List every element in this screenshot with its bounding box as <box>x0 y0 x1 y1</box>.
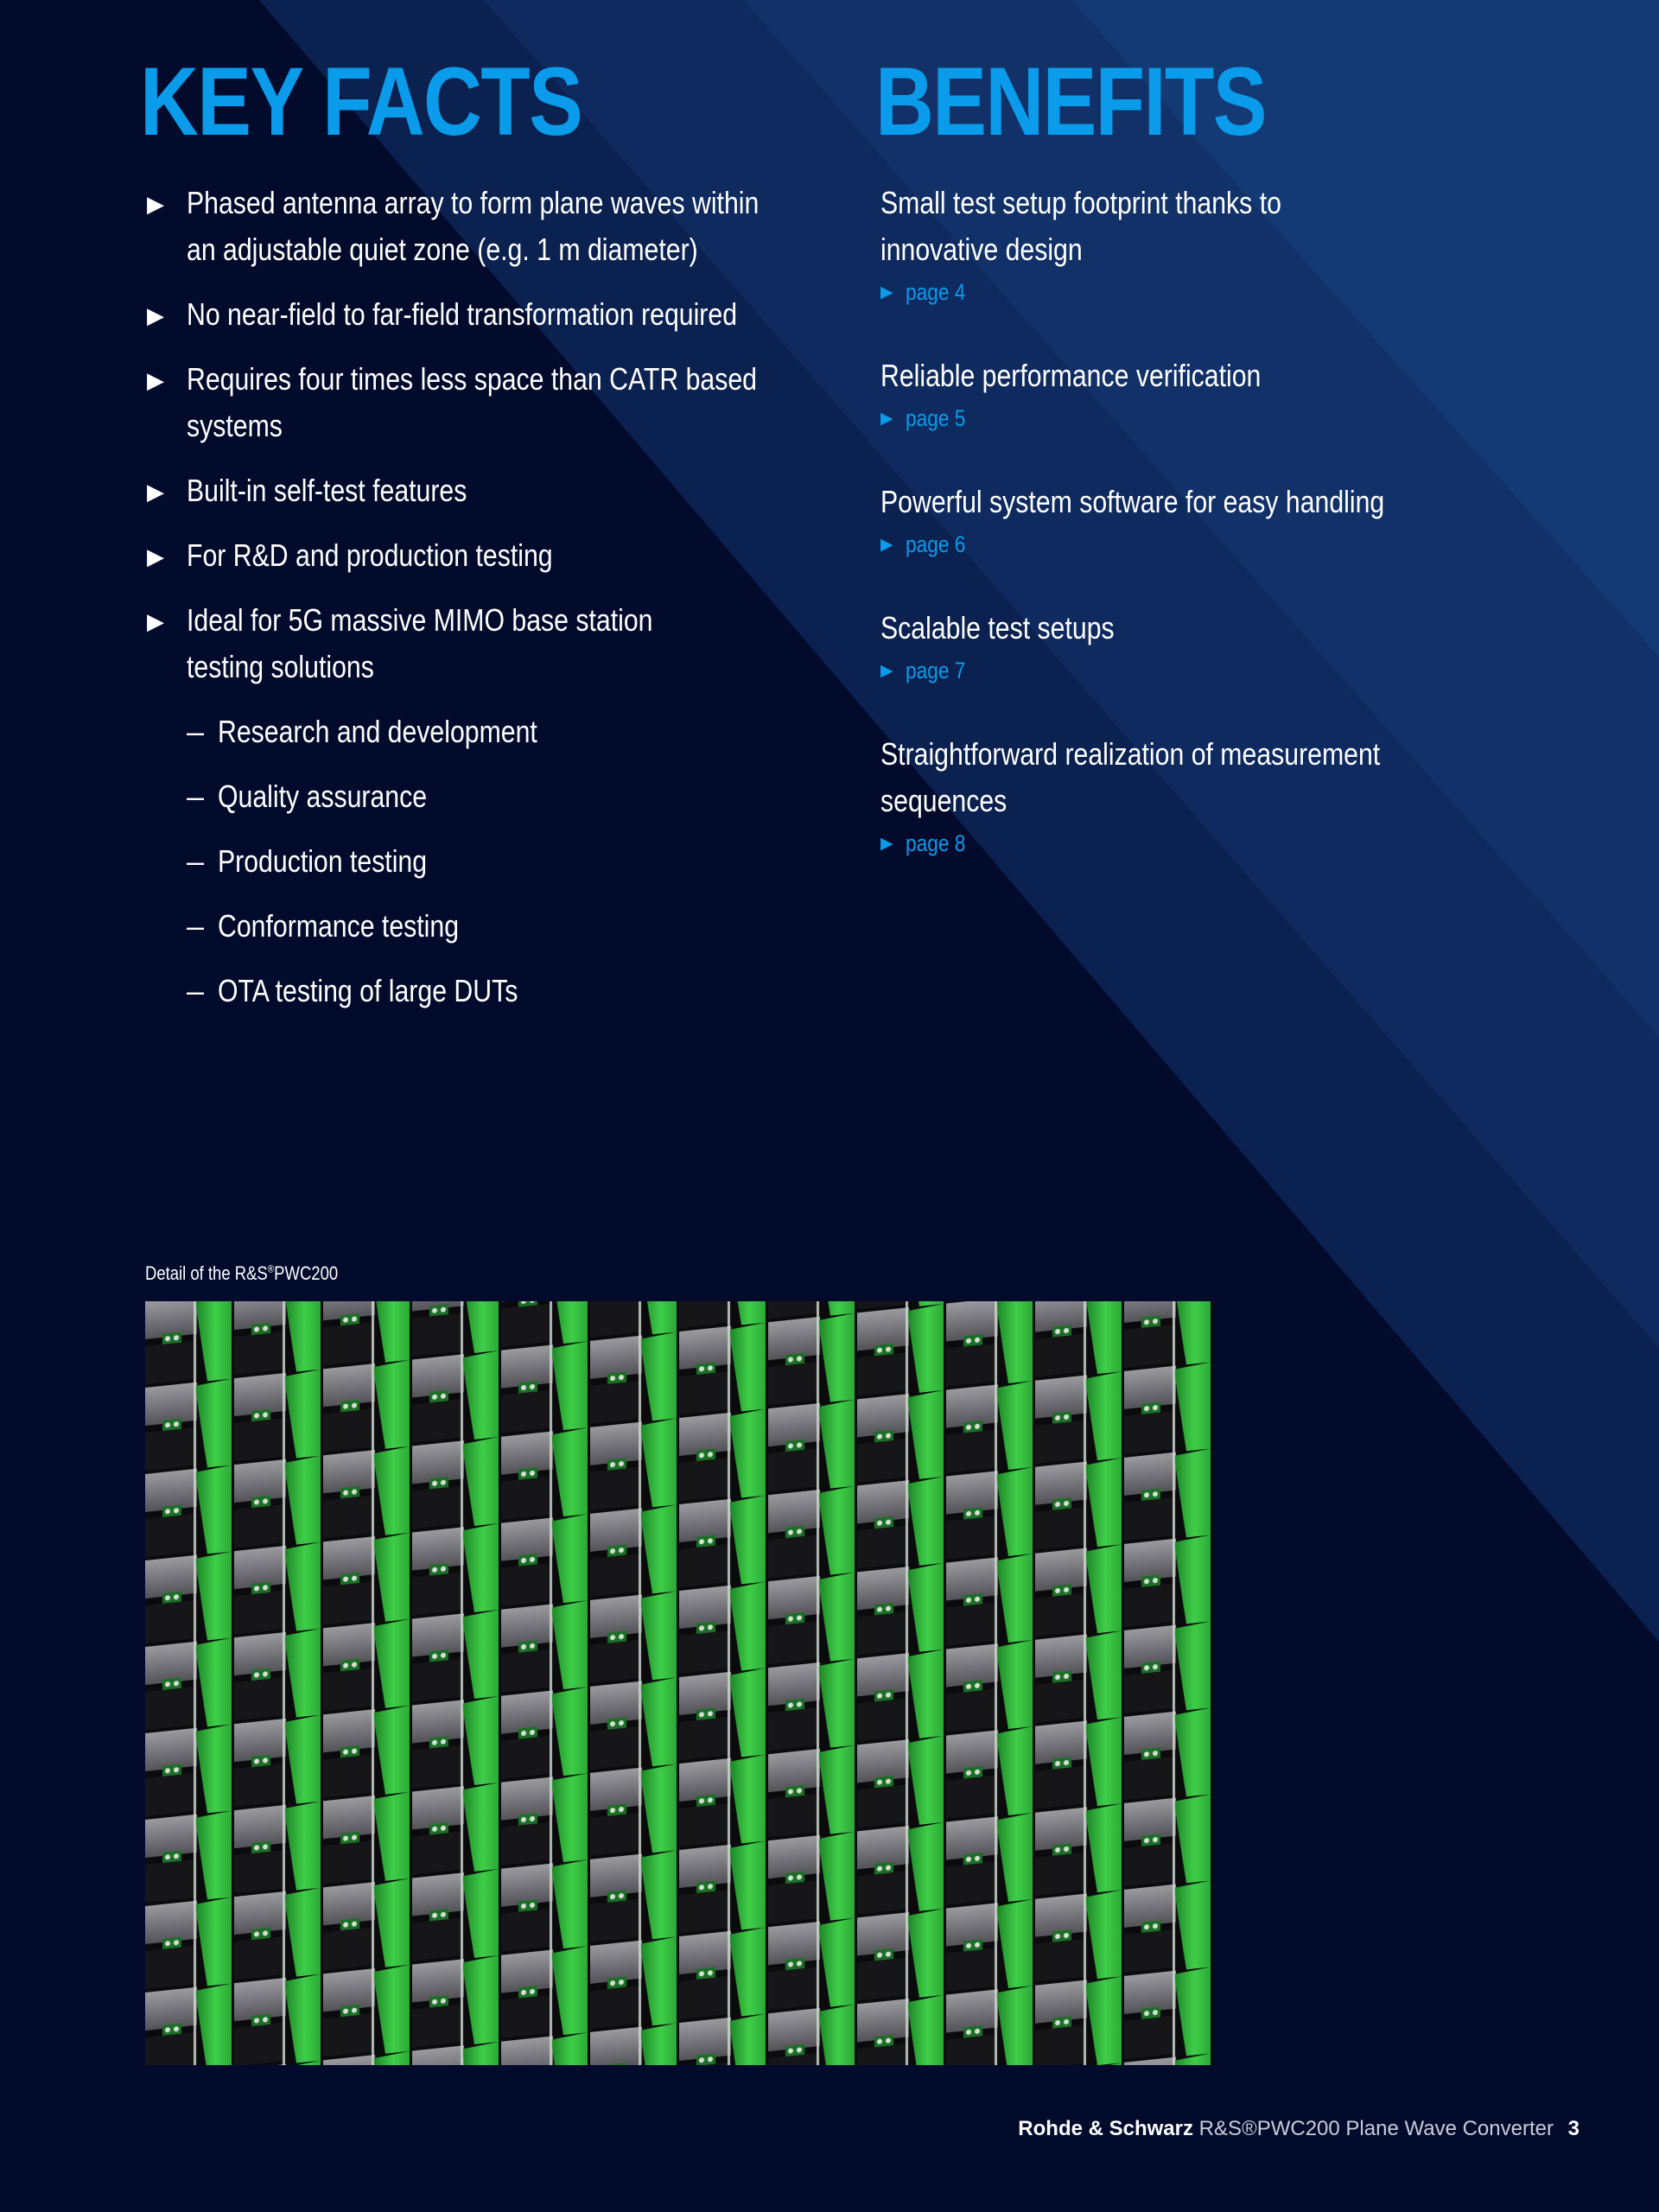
key-fact-text: an adjustable quiet zone (e.g. 1 m diameter) <box>187 232 698 267</box>
key-fact-sublist <box>145 709 862 1014</box>
sub-bullet-item <box>187 709 862 755</box>
key-facts-heading: KEY FACTS <box>140 48 582 156</box>
bullet-triangle-icon: ▶ <box>147 367 164 393</box>
sub-bullet-item <box>187 903 862 950</box>
bullet-triangle-icon: ▶ <box>147 191 164 217</box>
dash-bullet: – <box>187 843 205 879</box>
benefit-page-link[interactable] <box>880 527 1572 565</box>
link-label: page 7 <box>905 658 966 683</box>
benefit-page-link[interactable] <box>880 275 1572 313</box>
dash-bullet: – <box>187 908 205 944</box>
photo-caption <box>145 1262 375 1285</box>
link-triangle-icon: ▶ <box>880 283 893 302</box>
link-triangle-icon: ▶ <box>880 835 893 853</box>
key-fact-text: For R&D and production testing <box>187 537 553 573</box>
key-fact-text: Requires four times less space than CATR based <box>187 361 757 397</box>
key-fact-text: Phased antenna array to form plane waves within <box>187 185 760 220</box>
footer-product: R&S®PWC200 Plane Wave Converter <box>1198 2117 1554 2140</box>
link-triangle-icon: ▶ <box>880 410 893 428</box>
dash-bullet: – <box>187 779 205 814</box>
key-fact-item <box>145 597 862 690</box>
sub-bullet-list <box>187 709 862 1014</box>
key-fact-text: systems <box>187 408 283 443</box>
page-footer <box>1018 2117 1580 2141</box>
caption-text: Detail of the R&S <box>145 1262 268 1284</box>
link-label: page 6 <box>905 531 966 557</box>
link-label: page 8 <box>905 830 966 856</box>
antenna-array-photo <box>145 1301 1213 2065</box>
caption-registered-mark: ® <box>267 1262 275 1275</box>
sub-bullet-item <box>187 838 862 885</box>
benefit-item <box>880 353 1572 439</box>
link-label: page 4 <box>905 279 966 305</box>
key-fact-item <box>145 180 862 273</box>
benefit-page-link[interactable] <box>880 826 1572 864</box>
link-triangle-icon: ▶ <box>880 662 893 680</box>
link-triangle-icon: ▶ <box>880 536 893 554</box>
benefit-text: innovative design <box>880 232 1083 267</box>
key-fact-item <box>145 467 862 514</box>
sub-bullet-text: Production testing <box>218 843 428 879</box>
dash-bullet: – <box>187 714 205 749</box>
key-fact-text: testing solutions <box>187 649 374 684</box>
key-fact-text: No near-field to far-field transformation required <box>187 296 738 332</box>
benefit-item <box>880 180 1572 313</box>
key-fact-text: Built-in self-test features <box>187 473 467 508</box>
sub-bullet-item <box>187 773 862 820</box>
key-fact-item <box>145 532 862 579</box>
bullet-triangle-icon: ▶ <box>147 479 164 505</box>
caption-product: PWC200 <box>274 1262 339 1284</box>
benefit-item <box>880 479 1572 565</box>
bullet-triangle-icon: ▶ <box>147 302 164 328</box>
benefit-text: Reliable performance verification <box>880 358 1262 393</box>
benefits-list <box>880 180 1572 904</box>
key-fact-item <box>145 291 862 338</box>
bullet-triangle-icon: ▶ <box>147 543 164 569</box>
key-fact-text: Ideal for 5G massive MIMO base station <box>187 602 653 638</box>
key-fact-item <box>145 356 862 449</box>
sub-bullet-item <box>187 968 862 1014</box>
benefits-heading: BENEFITS <box>875 48 1266 156</box>
benefit-text: Powerful system software for easy handling <box>880 484 1385 519</box>
benefit-page-link[interactable] <box>880 653 1572 691</box>
sub-bullet-text: Research and development <box>218 714 537 749</box>
footer-brand: Rohde & Schwarz <box>1018 2117 1193 2140</box>
benefit-text: Scalable test setups <box>880 610 1115 645</box>
benefit-page-link[interactable] <box>880 401 1572 439</box>
benefit-item <box>880 605 1572 691</box>
sub-bullet-text: Quality assurance <box>218 779 428 814</box>
bullet-triangle-icon: ▶ <box>147 608 164 634</box>
key-facts-list <box>145 180 862 1033</box>
benefit-text: Straightforward realization of measurement <box>880 736 1381 772</box>
sub-bullet-text: Conformance testing <box>218 908 460 944</box>
page-number: 3 <box>1567 2117 1580 2140</box>
benefit-text: sequences <box>880 783 1007 818</box>
benefit-text: Small test setup footprint thanks to <box>880 185 1281 220</box>
benefit-item <box>880 731 1572 864</box>
dash-bullet: – <box>187 973 205 1008</box>
link-label: page 5 <box>905 405 966 431</box>
sub-bullet-text: OTA testing of large DUTs <box>218 973 518 1008</box>
